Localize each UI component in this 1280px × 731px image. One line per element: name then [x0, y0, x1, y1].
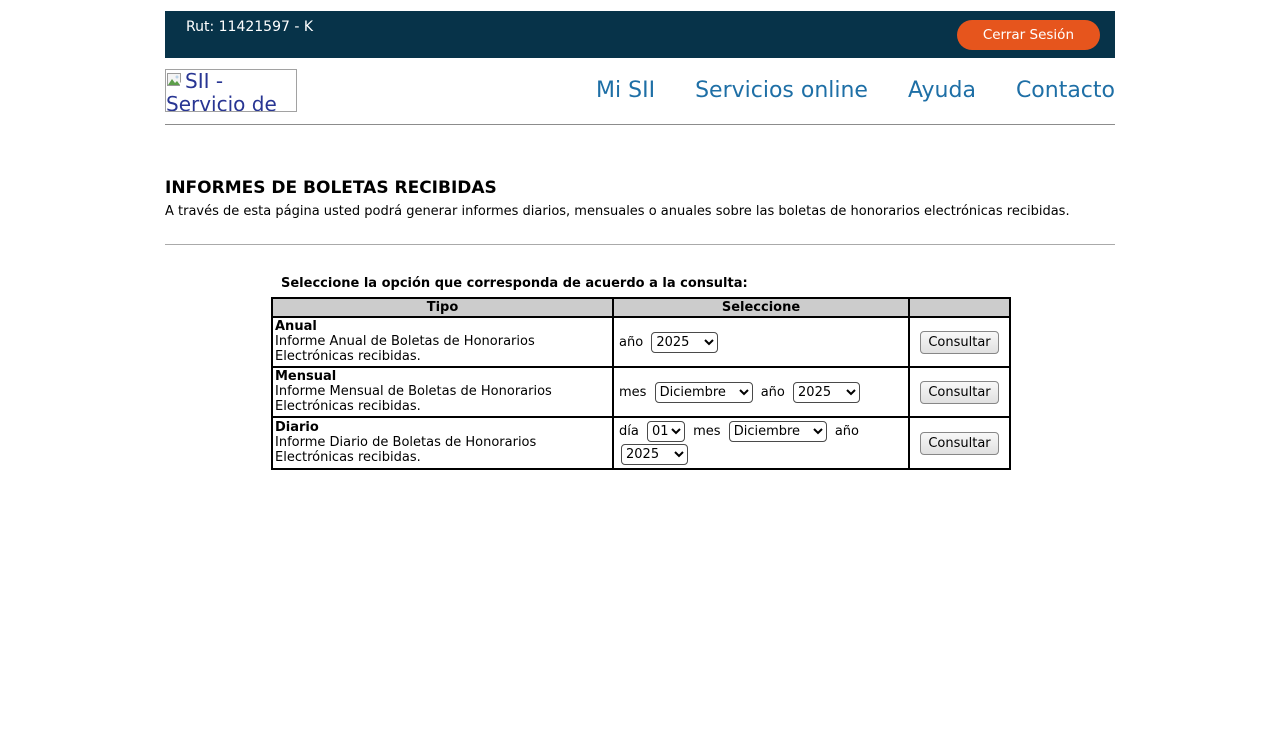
anual-tipo-cell — [272, 317, 613, 367]
mensual-tipo-cell — [272, 367, 613, 417]
anual-button-cell — [909, 317, 1010, 367]
page-container — [165, 11, 1115, 470]
logout-button[interactable]: Cerrar Sesión — [957, 20, 1100, 50]
diario-description: Informe Diario de Boletas de Honorarios Electrónicas recibidas. — [275, 435, 537, 465]
mensual-button-cell — [909, 367, 1010, 417]
nav-item-ayuda[interactable]: Ayuda — [907, 78, 976, 103]
main-nav — [596, 78, 1115, 103]
mensual-description: Informe Mensual de Boletas de Honorarios Electrónicas recibidas. — [275, 384, 552, 414]
site-header — [165, 69, 1115, 112]
diario-day-select[interactable] — [647, 421, 685, 442]
anual-year-select[interactable] — [651, 332, 718, 353]
mensual-month-label: mes — [619, 384, 647, 400]
sii-logo-broken-image[interactable] — [165, 69, 297, 112]
broken-image-icon — [167, 73, 183, 88]
nav-item-mi-sii[interactable]: Mi SII — [596, 78, 656, 103]
page-title: INFORMES DE BOLETAS RECIBIDAS — [165, 178, 497, 198]
diario-month-label: mes — [693, 424, 721, 439]
mensual-type-label: Mensual — [275, 369, 337, 384]
table-row-anual — [272, 317, 1010, 367]
anual-select-cell — [613, 317, 909, 367]
session-bar — [165, 11, 1115, 58]
header-empty — [909, 298, 1010, 317]
anual-year-label: año — [619, 334, 644, 350]
rut-label: Rut: 11421597 - K — [186, 19, 314, 35]
diario-year-select[interactable] — [621, 444, 688, 465]
anual-type-label: Anual — [275, 319, 317, 334]
diario-consultar-button[interactable]: Consultar — [920, 432, 999, 455]
diario-select-cell — [613, 417, 909, 469]
diario-type-label: Diario — [275, 420, 319, 435]
logo-alt-text: SII - Servicio de — [166, 69, 277, 112]
anual-description: Informe Anual de Boletas de Honorarios Electrónicas recibidas. — [275, 334, 535, 364]
table-row-diario — [272, 417, 1010, 469]
nav-item-servicios-online[interactable]: Servicios online — [695, 78, 868, 103]
diario-button-cell — [909, 417, 1010, 469]
mensual-select-cell — [613, 367, 909, 417]
diario-month-select[interactable] — [729, 421, 827, 442]
diario-year-label: año — [834, 424, 860, 439]
header-divider — [165, 124, 1115, 125]
page-description: A través de esta página usted podrá generar informes diarios, mensuales o anuales sobre las boletas de honorarios electrónicas recibidas. — [165, 204, 1070, 219]
consulta-section — [165, 276, 1115, 470]
consulta-table — [271, 297, 1011, 470]
header-seleccione: Seleccione — [613, 298, 909, 317]
consulta-caption: Seleccione la opción que corresponda de acuerdo a la consulta: — [281, 276, 748, 291]
mensual-year-select[interactable] — [793, 382, 860, 403]
intro-divider — [165, 244, 1115, 245]
mensual-year-label: año — [760, 384, 785, 400]
header-tipo: Tipo — [272, 298, 613, 317]
diario-day-label: día — [619, 424, 639, 439]
anual-consultar-button[interactable]: Consultar — [920, 331, 999, 354]
diario-tipo-cell — [272, 417, 613, 469]
mensual-consultar-button[interactable]: Consultar — [920, 381, 999, 404]
table-row-mensual — [272, 367, 1010, 417]
table-header-row — [272, 298, 1010, 317]
nav-item-contacto[interactable]: Contacto — [1015, 78, 1115, 103]
mensual-month-select[interactable] — [655, 382, 753, 403]
